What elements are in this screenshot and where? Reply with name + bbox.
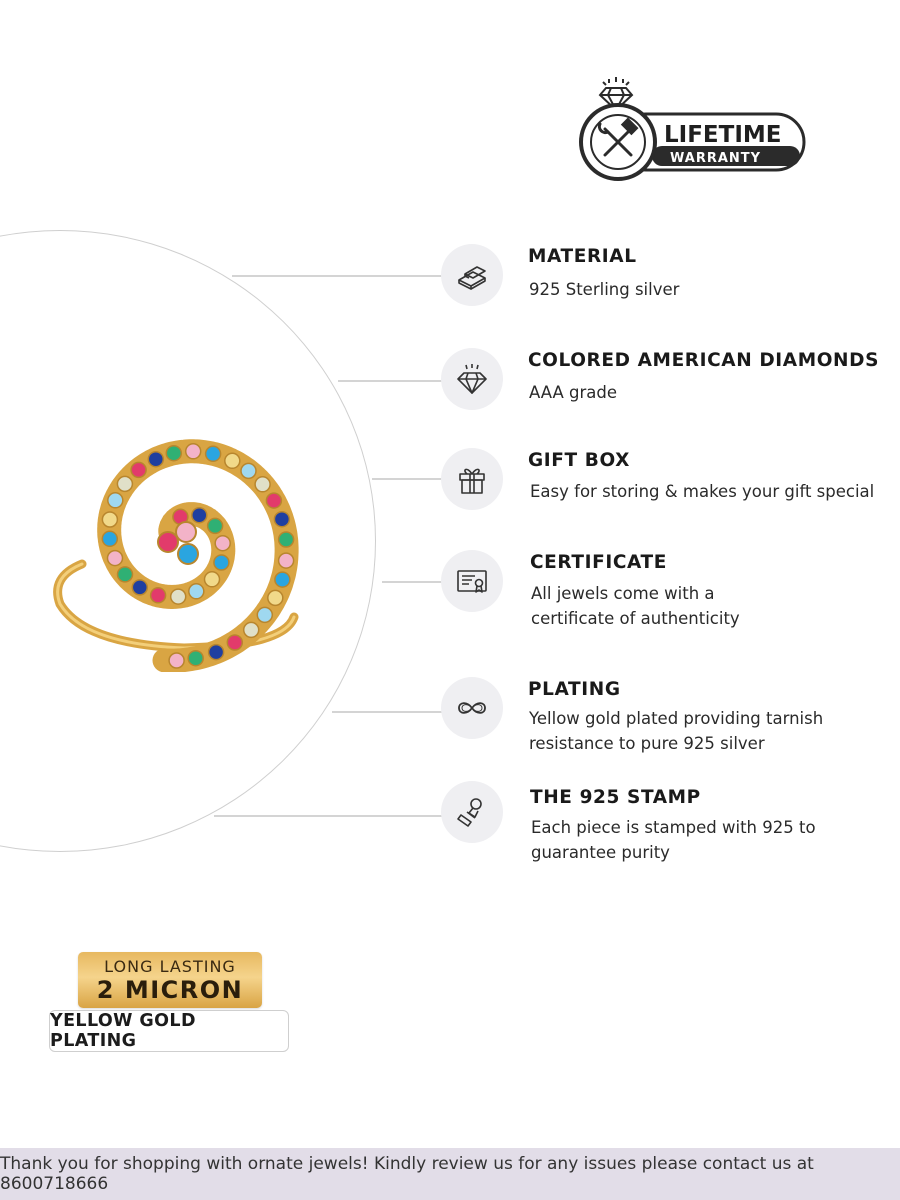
ring-stone xyxy=(257,607,272,622)
footer-banner: Thank you for shopping with ornate jewels! Kindly review us for any issues please contact us at 8600718666 xyxy=(0,1148,900,1200)
feature-desc-plating: Yellow gold plated providing tarnish resistance to pure 925 silver xyxy=(529,709,824,753)
warranty-line1: LIFETIME xyxy=(664,122,782,148)
ring-stone xyxy=(192,508,207,523)
ring-stone xyxy=(186,444,201,459)
feature-desc-gift-box: Easy for storing & makes your gift special xyxy=(530,482,875,501)
silver-bars-icon xyxy=(441,244,503,306)
ring-stone xyxy=(266,493,281,508)
connector-line xyxy=(214,815,442,817)
ring-stone xyxy=(102,531,117,546)
feature-title-stamp: THE 925 STAMP xyxy=(530,787,701,808)
ring-stone xyxy=(206,446,221,461)
ring-stone xyxy=(214,555,229,570)
feature-desc-material: 925 Sterling silver xyxy=(529,280,680,299)
ring-stone xyxy=(227,635,242,650)
ring-center-stone xyxy=(158,532,178,552)
feature-title-material: MATERIAL xyxy=(528,246,637,267)
connector-line xyxy=(332,711,442,713)
feature-desc-certificate: All jewels come with a certificate of authenticity xyxy=(531,584,740,628)
feature-desc-stamp: Each piece is stamped with 925 to guarantee purity xyxy=(531,818,816,862)
connector-line xyxy=(338,380,442,382)
ring-stone xyxy=(244,622,259,637)
ring-stone xyxy=(279,532,294,547)
ring-stone xyxy=(189,584,204,599)
ring-stone xyxy=(108,493,123,508)
certificate-icon xyxy=(441,550,503,612)
ring-center-stone xyxy=(176,522,196,542)
ring-stone xyxy=(205,572,220,587)
feature-title-certificate: CERTIFICATE xyxy=(530,552,667,573)
ring-stone xyxy=(151,588,166,603)
ring-stone xyxy=(274,512,289,527)
ring-stone xyxy=(208,518,223,533)
feature-desc-diamonds: AAA grade xyxy=(529,383,618,402)
spiral-ring-illustration xyxy=(44,412,334,672)
ring-stone xyxy=(102,512,117,527)
ring-stone xyxy=(225,453,240,468)
stamp-icon xyxy=(441,781,503,843)
ring-stone xyxy=(275,572,290,587)
ring-stone xyxy=(169,653,184,668)
ring-stone xyxy=(188,651,203,666)
ring-stone xyxy=(241,463,256,478)
ring-center-stone xyxy=(178,544,198,564)
ring-stone xyxy=(215,536,230,551)
ring-stone xyxy=(132,580,147,595)
ring-stone xyxy=(166,446,181,461)
ring-stone xyxy=(148,452,163,467)
feature-title-diamonds: COLORED AMERICAN DIAMONDS xyxy=(528,350,880,371)
ring-stone xyxy=(171,589,186,604)
lifetime-warranty-badge xyxy=(578,76,810,186)
badge-top-text: LONG LASTING xyxy=(104,957,236,976)
ring-stone xyxy=(108,551,123,566)
ring-stone xyxy=(131,462,146,477)
ring-stone xyxy=(268,590,283,605)
ring-stone xyxy=(209,645,224,660)
connector-line xyxy=(372,478,442,480)
badge-micron-text: 2 MICRON xyxy=(96,976,244,1004)
gift-box-icon xyxy=(441,448,503,510)
feature-title-gift-box: GIFT BOX xyxy=(528,450,630,471)
warranty-line2: WARRANTY xyxy=(670,151,762,166)
connector-line xyxy=(382,581,442,583)
infinity-icon xyxy=(441,677,503,739)
diamond-icon xyxy=(441,348,503,410)
connector-line xyxy=(232,275,442,277)
yellow-gold-plating-label: YELLOW GOLD PLATING xyxy=(49,1010,289,1052)
ring-stone xyxy=(117,476,132,491)
ring-stone xyxy=(255,477,270,492)
ring-stone xyxy=(118,567,133,582)
long-lasting-badge xyxy=(78,952,262,1008)
ring-stone xyxy=(279,553,294,568)
feature-title-plating: PLATING xyxy=(528,679,621,700)
product-image xyxy=(44,412,334,672)
